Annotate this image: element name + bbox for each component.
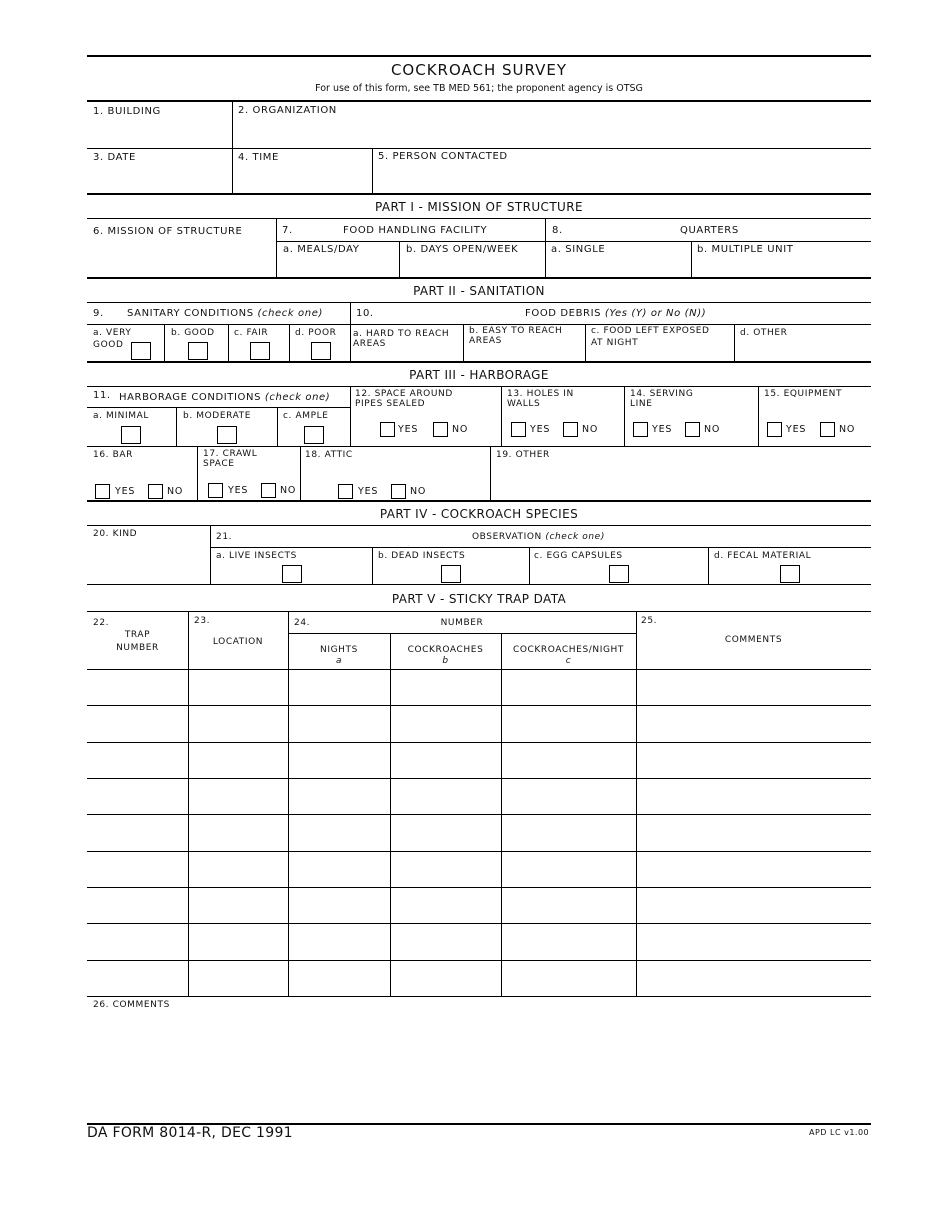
per-night-sub: c: [565, 656, 572, 666]
cockroaches-per-night-header: [501, 645, 636, 667]
date-label: 3. DATE: [93, 152, 136, 163]
time-field[interactable]: [233, 149, 372, 193]
divider: [87, 324, 871, 325]
divider: [758, 386, 759, 446]
kind-field[interactable]: [87, 526, 210, 584]
divider: [87, 500, 871, 502]
serving-line-1: 14. SERVING: [630, 389, 694, 399]
food-left-line-1: c. FOOD LEFT EXPOSED: [591, 326, 710, 336]
attic-yes-label: YES: [358, 486, 379, 497]
divider: [734, 324, 735, 362]
divider: [463, 324, 464, 362]
moderate-checkbox[interactable]: [217, 426, 237, 444]
serving-no-label: NO: [704, 424, 721, 435]
easy-to-reach-label: [469, 326, 562, 346]
trap-number-num: 22.: [93, 618, 110, 628]
other-debris-label: d. OTHER: [740, 328, 788, 338]
good-label: b. GOOD: [171, 328, 215, 338]
observation-number: 21.: [216, 532, 233, 542]
moderate-label: b. MODERATE: [183, 411, 252, 421]
minimal-checkbox[interactable]: [121, 426, 141, 444]
divider: [372, 547, 373, 585]
holes-yes-label: YES: [530, 424, 551, 435]
part-1-heading: PART I - MISSION OF STRUCTURE: [375, 200, 583, 214]
divider: [176, 407, 177, 446]
crawl-no-checkbox[interactable]: [261, 483, 276, 498]
nights-header-text: NIGHTS: [320, 645, 358, 655]
divider: [288, 633, 636, 634]
trap-number-header: [87, 629, 188, 655]
poor-checkbox[interactable]: [311, 342, 331, 360]
number-header: NUMBER: [440, 618, 484, 628]
comments-26-label: 26. COMMENTS: [93, 1000, 170, 1010]
divider: [164, 324, 165, 362]
organization-label: 2. ORGANIZATION: [238, 105, 337, 116]
form-id: DA FORM 8014-R, DEC 1991: [87, 1125, 293, 1141]
divider: [350, 386, 351, 446]
divider: [210, 547, 871, 548]
dead-insects-checkbox[interactable]: [441, 565, 461, 583]
pipes-no-checkbox[interactable]: [433, 422, 448, 437]
number-num: 24.: [294, 618, 311, 628]
observation-title: [472, 532, 605, 542]
crawl-no-label: NO: [280, 485, 297, 496]
single-quarters-field[interactable]: [546, 242, 691, 277]
harborage-title: [119, 392, 330, 403]
food-left-exposed-label: [591, 326, 710, 348]
pipes-line-1: 12. SPACE AROUND: [355, 389, 453, 399]
fecal-material-checkbox[interactable]: [780, 565, 800, 583]
attic-yes-checkbox[interactable]: [338, 484, 353, 499]
building-field[interactable]: [87, 102, 232, 147]
table-row: [87, 814, 871, 815]
very-good-line-1: a. VERY: [93, 328, 132, 338]
bar-label: 16. BAR: [93, 450, 133, 460]
divider: [87, 584, 871, 585]
cockroaches-header-text: COCKROACHES: [407, 645, 484, 655]
observation-note: (check one): [545, 532, 605, 542]
part-5-heading: PART V - STICKY TRAP DATA: [391, 592, 567, 606]
harborage-number: 11.: [93, 390, 111, 401]
equipment-label: 15. EQUIPMENT: [764, 389, 843, 399]
comments-header: COMMENTS: [724, 635, 783, 645]
divider: [87, 407, 350, 408]
divider: [87, 611, 871, 612]
top-border: [87, 55, 871, 57]
fair-label: c. FAIR: [234, 328, 269, 338]
meals-per-day-field[interactable]: [277, 242, 399, 277]
divider: [708, 547, 709, 585]
egg-capsules-label: c. EGG CAPSULES: [534, 551, 623, 561]
harborage-title-text: HARBORAGE CONDITIONS: [119, 392, 262, 403]
easy-to-reach-line-1: b. EASY TO REACH: [469, 326, 563, 336]
holes-no-checkbox[interactable]: [563, 422, 578, 437]
debris-note: (Yes (Y) or No (N)): [604, 308, 707, 319]
sanitary-title-text: SANITARY CONDITIONS: [127, 308, 254, 319]
live-insects-checkbox[interactable]: [282, 565, 302, 583]
person-contacted-field[interactable]: [373, 149, 871, 193]
days-open-label: b. DAYS OPEN/WEEK: [406, 244, 519, 255]
food-handling-number: 7.: [282, 225, 293, 236]
divider: [87, 386, 871, 387]
cockroaches-header: [390, 645, 501, 667]
divider: [277, 407, 278, 446]
quarters-title: QUARTERS: [680, 225, 739, 236]
organization-field[interactable]: [233, 102, 871, 147]
sanitary-note: (check one): [257, 308, 323, 319]
very-good-line-2: GOOD: [93, 340, 124, 350]
form-subtitle: For use of this form, see TB MED 561; the proponent agency is OTSG: [315, 83, 643, 94]
trap-header-line-1: TRAP: [124, 630, 151, 640]
table-row: [87, 778, 871, 779]
single-quarters-label: a. SINGLE: [551, 244, 606, 255]
holes-no-label: NO: [582, 424, 599, 435]
bar-yes-checkbox[interactable]: [95, 484, 110, 499]
divider: [300, 446, 301, 501]
per-night-header-text: COCKROACHES/NIGHT: [512, 645, 625, 655]
cockroaches-sub: b: [442, 656, 449, 666]
food-handling-title: FOOD HANDLING FACILITY: [343, 225, 488, 236]
live-insects-label: a. LIVE INSECTS: [216, 551, 297, 561]
crawl-yes-checkbox[interactable]: [208, 483, 223, 498]
fair-checkbox[interactable]: [250, 342, 270, 360]
other-harborage-label: 19. OTHER: [496, 450, 550, 460]
divider: [87, 277, 871, 279]
person-contacted-label: 5. PERSON CONTACTED: [378, 151, 508, 162]
mission-field[interactable]: [87, 219, 276, 277]
time-label: 4. TIME: [238, 152, 279, 163]
crawl-line-1: 17. CRAWL: [203, 449, 258, 459]
table-row: [87, 705, 871, 706]
serving-line-label: [630, 389, 693, 409]
bar-yes-label: YES: [115, 486, 136, 497]
attic-no-checkbox[interactable]: [391, 484, 406, 499]
sanitary-title: [127, 308, 323, 319]
divider: [228, 324, 229, 362]
fecal-material-label: d. FECAL MATERIAL: [714, 551, 812, 561]
other-harborage-field[interactable]: [491, 447, 871, 500]
divider: [87, 302, 871, 303]
multiple-unit-label: b. MULTIPLE UNIT: [697, 244, 794, 255]
debris-title: [525, 308, 706, 319]
divider: [87, 361, 871, 363]
quarters-number: 8.: [552, 225, 563, 236]
food-left-line-2: AT NIGHT: [591, 338, 639, 348]
crawl-yes-label: YES: [228, 485, 249, 496]
divider: [289, 324, 290, 362]
ample-label: c. AMPLE: [283, 411, 329, 421]
divider: [87, 193, 871, 195]
bar-no-label: NO: [167, 486, 184, 497]
debris-number: 10.: [356, 308, 374, 319]
divider: [624, 386, 625, 446]
observation-title-text: OBSERVATION: [472, 532, 542, 542]
sanitary-number: 9.: [93, 308, 104, 319]
harborage-note: (check one): [264, 392, 331, 403]
hard-to-reach-label: [353, 329, 449, 349]
poor-label: d. POOR: [295, 328, 337, 338]
nights-header: [288, 645, 390, 667]
part-4-heading: PART IV - COCKROACH SPECIES: [379, 507, 579, 521]
serving-yes-checkbox[interactable]: [633, 422, 648, 437]
part-3-heading: PART III - HARBORAGE: [409, 368, 549, 382]
meals-per-day-label: a. MEALS/DAY: [283, 244, 360, 255]
table-row: [87, 887, 871, 888]
divider: [501, 386, 502, 446]
pipes-yes-checkbox[interactable]: [380, 422, 395, 437]
date-field[interactable]: [87, 149, 232, 193]
pipes-sealed-label: [355, 389, 453, 409]
hard-to-reach-line-1: a. HARD TO REACH: [353, 329, 450, 339]
part-2-heading: PART II - SANITATION: [413, 284, 545, 298]
equipment-no-checkbox[interactable]: [820, 422, 835, 437]
kind-label: 20. KIND: [93, 529, 138, 539]
holes-yes-checkbox[interactable]: [511, 422, 526, 437]
debris-title-text: FOOD DEBRIS: [525, 308, 602, 319]
location-num: 23.: [194, 616, 211, 626]
location-header: LOCATION: [212, 637, 264, 647]
divider: [210, 525, 211, 585]
building-label: 1. BUILDING: [93, 106, 161, 117]
table-row: [87, 960, 871, 961]
holes-in-walls-label: [507, 389, 574, 409]
nights-sub: a: [335, 656, 343, 666]
serving-line-2: LINE: [630, 399, 653, 409]
minimal-label: a. MINIMAL: [93, 411, 149, 421]
crawl-space-label: [203, 449, 257, 469]
form-version: APD LC v1.00: [809, 1128, 870, 1137]
serving-no-checkbox[interactable]: [685, 422, 700, 437]
table-row: [87, 923, 871, 924]
equipment-no-label: NO: [839, 424, 856, 435]
very-good-label: [93, 328, 131, 350]
serving-yes-label: YES: [652, 424, 673, 435]
holes-line-2: WALLS: [507, 399, 541, 409]
trap-header-line-2: NUMBER: [116, 643, 159, 653]
multiple-unit-field[interactable]: [692, 242, 871, 277]
ample-checkbox[interactable]: [304, 426, 324, 444]
very-good-checkbox[interactable]: [131, 342, 151, 360]
form-title: COCKROACH SURVEY: [390, 61, 568, 79]
equipment-yes-label: YES: [786, 424, 807, 435]
easy-to-reach-line-2: AREAS: [469, 336, 502, 346]
pipes-line-2: PIPES SEALED: [355, 399, 426, 409]
hard-to-reach-line-2: AREAS: [353, 339, 386, 349]
pipes-yes-label: YES: [398, 424, 419, 435]
good-checkbox[interactable]: [188, 342, 208, 360]
comments-num: 25.: [641, 616, 658, 626]
equipment-yes-checkbox[interactable]: [767, 422, 782, 437]
table-row: [87, 851, 871, 852]
divider: [585, 324, 586, 362]
mission-label: 6. MISSION OF STRUCTURE: [93, 226, 243, 237]
pipes-no-label: NO: [452, 424, 469, 435]
divider: [350, 302, 351, 362]
egg-capsules-checkbox[interactable]: [609, 565, 629, 583]
comments-26-field[interactable]: [87, 997, 871, 1122]
dead-insects-label: b. DEAD INSECTS: [378, 551, 466, 561]
crawl-line-2: SPACE: [203, 459, 235, 469]
attic-no-label: NO: [410, 486, 427, 497]
bar-no-checkbox[interactable]: [148, 484, 163, 499]
divider: [529, 547, 530, 585]
holes-line-1: 13. HOLES IN: [507, 389, 574, 399]
table-row: [87, 742, 871, 743]
attic-label: 18. ATTIC: [305, 450, 353, 460]
divider: [197, 446, 198, 501]
table-row: [87, 669, 871, 670]
days-open-field[interactable]: [400, 242, 545, 277]
